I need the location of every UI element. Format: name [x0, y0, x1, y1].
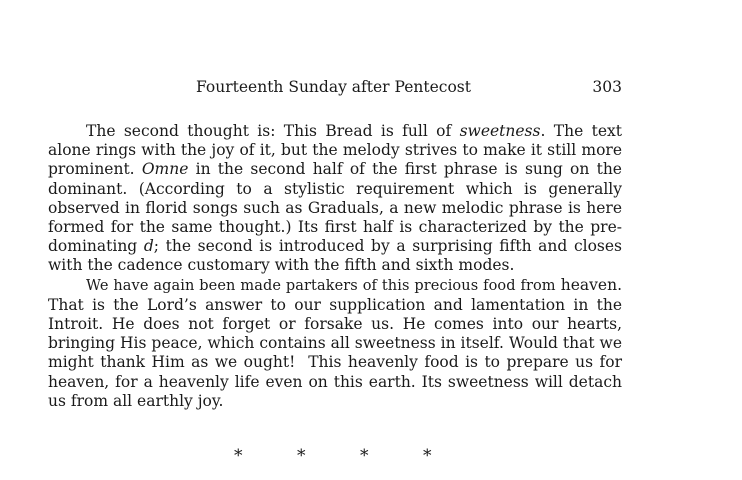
running-title: Fourteenth Sunday after Pentecost — [196, 78, 471, 96]
paragraph-1-text-d: ; the second is introduced by a surprising fifth and closes with the cadence customary with the fifth and sixth modes. — [48, 237, 622, 275]
section-separator — [0, 446, 742, 468]
body-text — [48, 122, 622, 411]
paragraph-1-emphasis-omne: Omne — [141, 160, 189, 179]
paragraph-1 — [48, 122, 622, 276]
separator-asterisk: * — [360, 446, 369, 466]
page-number: 303 — [592, 78, 622, 96]
paragraph-1-text-a: The second thought is: This Bread is full of — [86, 122, 460, 140]
separator-asterisk: * — [297, 446, 306, 466]
paragraph-1-emphasis-d: d — [143, 237, 154, 256]
separator-asterisk: * — [234, 446, 243, 466]
page-header — [48, 78, 622, 98]
paragraph-2-lead: We have again been made partakers of this precious food from — [86, 277, 556, 294]
paragraph-1-text-c: in the second half of the first phrase is sung on the dominant. (According to a stylistic requirement which is generally observed in florid songs such as Graduals, a new melodic phrase is here formed for the same thought.) Its first half is characterized by the predominating — [48, 160, 622, 256]
paragraph-1-text-b: . The text alone rings with the joy of it, but the melody strives to make it still more prominent. — [48, 122, 622, 179]
paragraph-2 — [48, 276, 622, 411]
paragraph-1-emphasis-sweetness: sweetness — [459, 122, 541, 140]
paragraph-2-text: heaven. That is the Lord’s answer to our supplication and lamentation in the Introit. He does not forget or forsake us. He comes into our hearts, bringing His peace, which contains all sweetness in itself. Would that we might thank Him as we ought! This heavenly food is to prepare us for heaven, for a heavenly life even on this earth. Its sweetness will detach us from all earthly joy. — [48, 275, 622, 410]
separator-asterisk: * — [423, 446, 432, 466]
